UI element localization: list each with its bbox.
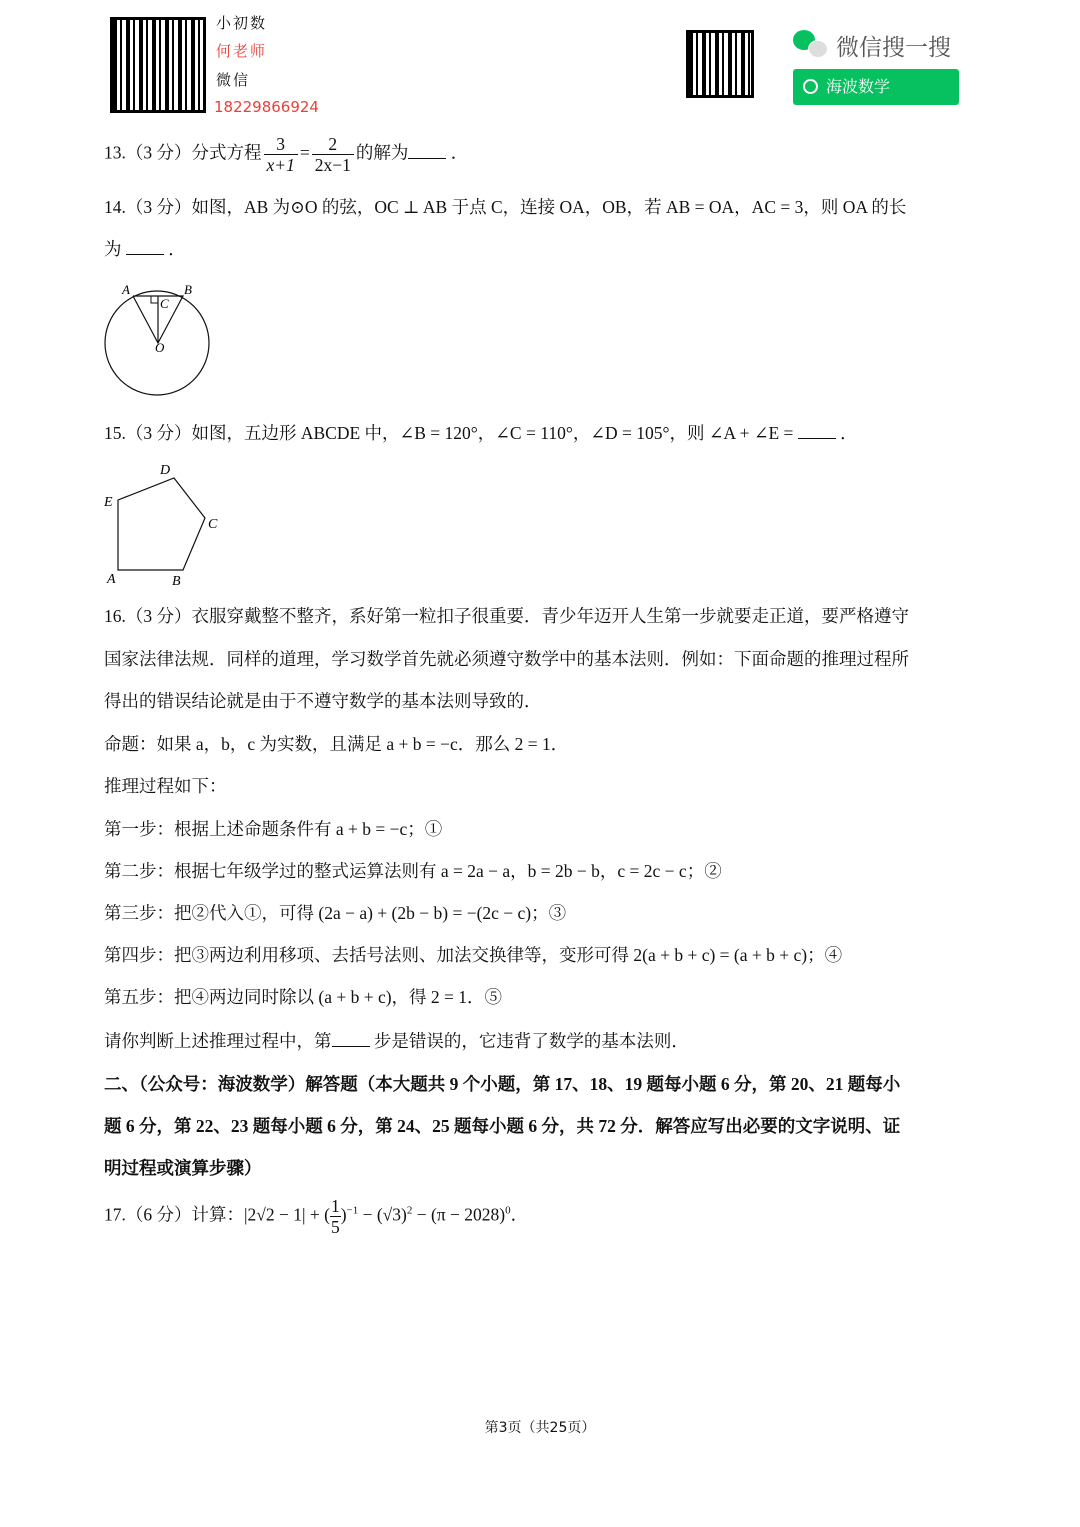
- q16-line: 推理过程如下：: [104, 776, 227, 796]
- question-14-line2: [104, 238, 186, 260]
- q17-prefix: 17.（6 分）计算：|2√2 − 1| + (: [104, 1204, 330, 1225]
- q16-last-line: [104, 1030, 689, 1052]
- q16-line: 16.（3 分）衣服穿戴整不整齐，系好第一粒扣子很重要．青少年迈开人生第一步就要走正道，要严格遵守: [104, 606, 909, 626]
- q17-mid: ): [340, 1204, 347, 1225]
- question-13: [104, 134, 468, 175]
- exp3: 0: [505, 1204, 511, 1217]
- wechat-search-button[interactable]: [793, 69, 959, 105]
- q16-line: 命题：如果 a，b，c 为实数，且满足 a + b = −c．那么 2 = 1．: [104, 734, 569, 754]
- q13-prefix: 13.（3 分）分式方程: [104, 142, 262, 163]
- q17-part2: − (√3): [358, 1204, 407, 1225]
- qr-code-wechat: [686, 30, 754, 98]
- right-angle-mark: [151, 296, 158, 303]
- equals: =: [299, 142, 310, 163]
- pentagon-abcde: [118, 478, 205, 570]
- fraction: [330, 1196, 341, 1237]
- q16-last-suffix: 步是错误的，它违背了数学的基本法则．: [373, 1031, 689, 1051]
- page-footer: 第3页（共25页）: [484, 1420, 596, 1436]
- question-15: [104, 422, 858, 444]
- label-d: D: [160, 463, 171, 478]
- f2-den: 2x−1: [314, 155, 351, 175]
- q15-end: ．: [840, 423, 858, 443]
- wechat-icon-small: [808, 40, 828, 58]
- q16-line: 第三步：把②代入①，可得 (2a − a) + (2b − b) = −(2c − c)；③: [104, 903, 567, 923]
- label-c: C: [208, 517, 218, 532]
- label-b: B: [172, 574, 181, 589]
- exp2: 2: [406, 1204, 413, 1217]
- answer-blank: [798, 422, 836, 439]
- q16-line: 第一步：根据上述命题条件有 a + b = −c；①: [104, 819, 443, 839]
- contact-line2: 何老师: [216, 42, 268, 60]
- label-b: B: [184, 282, 192, 297]
- q16-line: 第五步：把④两边同时除以 (a + b + c)，得 2 = 1．⑤: [104, 987, 503, 1007]
- contact-line1: 小初数: [216, 14, 268, 32]
- q16-last-prefix: 请你判断上述推理过程中，第: [104, 1031, 332, 1051]
- q14-end: ．: [168, 239, 186, 259]
- section2-line: 二、（公众号：海波数学）解答题（本大题共 9 个小题，第 17、18、19 题每小题 6 分，第 20、21 题每小: [104, 1074, 901, 1094]
- answer-blank: [126, 238, 164, 255]
- contact-line3: 微信: [216, 71, 251, 89]
- q16-line: 第二步：根据七年级学过的整式运算法则有 a = 2a − a，b = 2b − b，c = 2c − c；②: [104, 861, 722, 881]
- question-17: [104, 1196, 528, 1237]
- fraction-1: [264, 134, 298, 175]
- section2-line: 明过程或演算步骤）: [104, 1158, 262, 1178]
- section2-line: 题 6 分，第 22、23 题每小题 6 分，第 24、25 题每小题 6 分，共 72 分．解答应写出必要的文字说明、证: [104, 1116, 901, 1136]
- exp1: −1: [346, 1204, 359, 1217]
- wechat-search-label: 微信搜一搜: [836, 35, 951, 61]
- f1-den: x+1: [266, 155, 295, 175]
- f-num: 1: [330, 1196, 340, 1216]
- pentagon-figure: [100, 458, 225, 593]
- q17-part3: − (π − 2028): [412, 1204, 506, 1225]
- f2-num: 2: [312, 134, 354, 155]
- q16-line: 第四步：把③两边利用移项、去括号法则、加法交换律等，变形可得 2(a + b + c) = (a + b + c)；④: [104, 945, 843, 965]
- q16-line: 得出的错误结论就是由于不遵守数学的基本法则导致的．: [104, 691, 542, 711]
- search-icon: [803, 79, 818, 94]
- fraction-2: [312, 134, 354, 175]
- qr-code-contact: [110, 17, 206, 113]
- f-den: 5: [330, 1217, 340, 1237]
- label-o: O: [155, 340, 165, 355]
- q16-line: 国家法律法规．同样的道理，学习数学首先就必须遵守数学中的基本法则．例如：下面命题的推理过程所: [104, 649, 909, 669]
- q14-prefix: 为: [104, 239, 122, 259]
- answer-blank: [332, 1030, 370, 1047]
- f1-num: 3: [264, 134, 298, 155]
- circle-figure: [98, 280, 218, 402]
- wechat-search-button-label: 海波数学: [826, 77, 891, 96]
- label-a: A: [122, 282, 130, 297]
- q17-end: ．: [510, 1204, 529, 1225]
- contact-phone: 18229866924: [214, 98, 319, 116]
- question-14-line1: 14.（3 分）如图，AB 为⊙O 的弦，OC ⊥ AB 于点 C，连接 OA，OB，若 AB = OA，AC = 3，则 OA 的长: [104, 197, 907, 217]
- q15-text: 15.（3 分）如图，五边形 ABCDE 中，∠B = 120°，∠C = 110°，∠D = 105°，则 ∠A + ∠E =: [104, 423, 794, 443]
- q13-suffix: 的解为: [355, 142, 409, 163]
- answer-blank: [408, 142, 446, 159]
- label-c: C: [160, 296, 169, 311]
- label-a: A: [107, 572, 116, 587]
- q13-end: ．: [450, 142, 469, 163]
- label-e: E: [104, 495, 113, 510]
